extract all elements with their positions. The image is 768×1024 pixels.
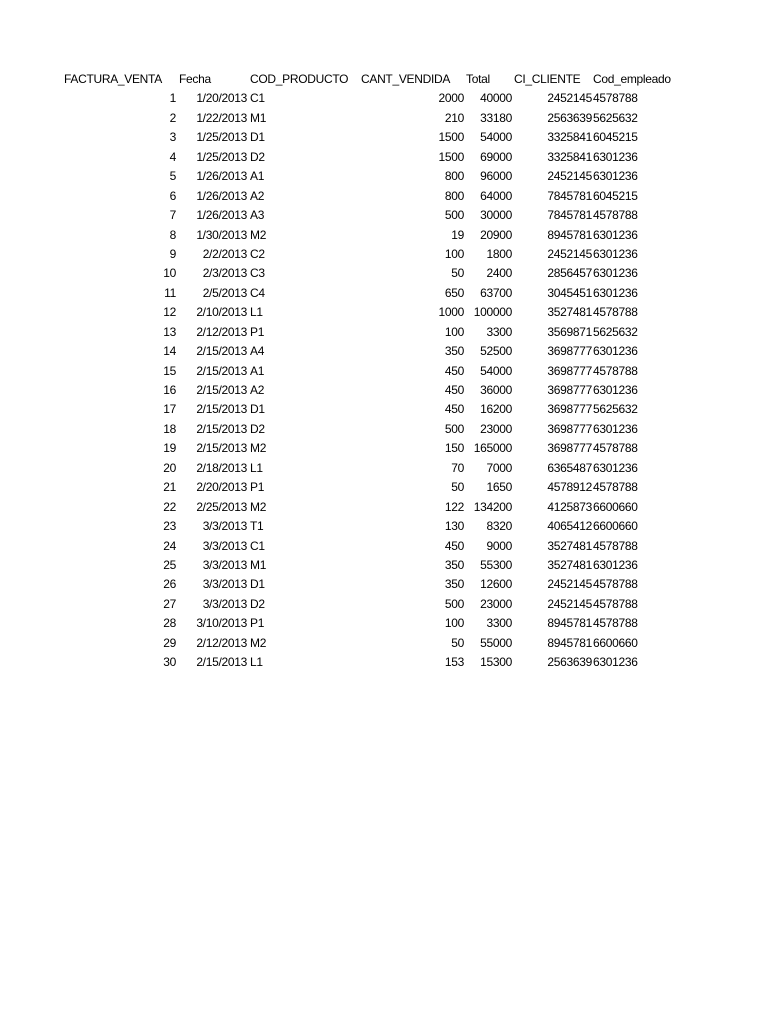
cell-ci-cliente: 8945781 (547, 227, 592, 242)
cell-cod-producto: A4 (250, 344, 265, 359)
cell-fecha: 1/26/2013 (196, 208, 247, 223)
cell-cod-empleado: 4578788 (593, 208, 638, 223)
cell-fecha: 2/2/2013 (202, 246, 247, 261)
cell-fecha: 2/15/2013 (196, 383, 247, 397)
cell-fecha: 1/25/2013 (196, 149, 247, 164)
cell-cod-producto: A2 (250, 188, 265, 203)
cell-cod-producto: C2 (250, 246, 265, 261)
cell-factura-venta: 28 (163, 616, 176, 631)
cell-fecha: 2/15/2013 (196, 402, 247, 417)
cell-ci-cliente: 3698777 (547, 383, 592, 397)
cell-cod-empleado: 4578788 (593, 538, 638, 553)
cell-factura-venta: 24 (163, 538, 176, 553)
cell-ci-cliente: 2452145 (547, 577, 592, 592)
cell-fecha: 2/20/2013 (196, 480, 247, 495)
cell-cant-vendida: 50 (451, 635, 464, 650)
cell-cod-producto: M2 (250, 635, 267, 650)
cell-factura-venta: 14 (163, 344, 176, 359)
cell-cod-producto: C4 (250, 285, 265, 300)
cell-total: 30000 (480, 208, 512, 223)
cell-cod-empleado: 6301236 (593, 266, 638, 281)
cell-factura-venta: 7 (169, 208, 176, 223)
cell-cant-vendida: 100 (444, 246, 464, 261)
cell-total: 20900 (480, 227, 512, 242)
table-row (0, 459, 768, 478)
cell-cod-empleado: 5625632 (593, 110, 638, 125)
cell-cant-vendida: 800 (444, 169, 464, 184)
table-row (0, 556, 768, 575)
cell-total: 54000 (480, 363, 512, 378)
cell-fecha: 2/5/2013 (202, 285, 247, 300)
table-row (0, 245, 768, 264)
cell-total: 134200 (473, 499, 512, 514)
cell-cod-empleado: 6301236 (593, 285, 638, 300)
cell-fecha: 3/10/2013 (196, 616, 247, 631)
cell-total: 64000 (480, 188, 512, 203)
cell-total: 8320 (486, 519, 512, 534)
cell-cant-vendida: 70 (451, 460, 464, 475)
cell-ci-cliente: 4065412 (547, 519, 592, 534)
cell-cod-empleado: 4578788 (593, 616, 638, 631)
table-row (0, 167, 768, 186)
table-row (0, 634, 768, 653)
cell-factura-venta: 15 (163, 363, 176, 378)
cell-ci-cliente: 3325841 (547, 149, 592, 164)
cell-cant-vendida: 130 (444, 519, 464, 534)
cell-factura-venta: 29 (163, 635, 176, 650)
cell-ci-cliente: 8945781 (547, 635, 592, 650)
cell-factura-venta: 3 (169, 130, 176, 145)
cell-total: 16200 (480, 402, 512, 417)
cell-fecha: 2/25/2013 (196, 499, 247, 514)
cell-fecha: 2/3/2013 (202, 266, 247, 281)
table-row (0, 498, 768, 517)
table-row (0, 420, 768, 439)
cell-ci-cliente: 7845781 (547, 188, 592, 203)
cell-ci-cliente: 3325841 (547, 130, 592, 145)
table-row (0, 206, 768, 225)
cell-factura-venta: 23 (163, 519, 176, 534)
cell-ci-cliente: 3569871 (547, 324, 592, 339)
cell-ci-cliente: 3698777 (547, 402, 592, 417)
cell-ci-cliente: 7845781 (547, 208, 592, 223)
table-body (0, 89, 768, 672)
cell-fecha: 3/3/2013 (202, 519, 247, 534)
cell-ci-cliente: 2452145 (547, 91, 592, 106)
cell-total: 15300 (480, 655, 512, 670)
cell-cod-empleado: 6301236 (593, 344, 638, 359)
table-row (0, 614, 768, 633)
cell-total: 2400 (486, 266, 512, 281)
cell-factura-venta: 9 (169, 246, 176, 261)
cell-cod-producto: D2 (250, 596, 265, 611)
cell-total: 3300 (486, 616, 512, 631)
cell-total: 100000 (473, 305, 512, 320)
cell-cod-empleado: 6600660 (593, 519, 638, 534)
cell-factura-venta: 13 (163, 324, 176, 339)
cell-cod-producto: M2 (250, 441, 267, 456)
table-row (0, 537, 768, 556)
cell-cant-vendida: 500 (444, 421, 464, 436)
table-row (0, 362, 768, 381)
cell-cod-empleado: 6301236 (593, 149, 638, 164)
cell-cod-producto: M2 (250, 499, 267, 514)
table-row (0, 653, 768, 672)
cell-cod-empleado: 6301236 (593, 383, 638, 397)
cell-factura-venta: 8 (169, 227, 176, 242)
cell-cant-vendida: 100 (444, 324, 464, 339)
cell-ci-cliente: 8945781 (547, 616, 592, 631)
header-factura-venta: FACTURA_VENTA (64, 72, 162, 86)
cell-cod-producto: L1 (250, 460, 263, 475)
table-row (0, 342, 768, 361)
cell-fecha: 1/26/2013 (196, 188, 247, 203)
cell-cod-empleado: 4578788 (593, 596, 638, 611)
cell-cod-producto: D1 (250, 402, 265, 417)
cell-cod-empleado: 6301236 (593, 246, 638, 261)
cell-cod-producto: A2 (250, 383, 265, 397)
cell-fecha: 1/20/2013 (196, 91, 247, 106)
cell-cant-vendida: 1500 (438, 130, 464, 145)
cell-ci-cliente: 2452145 (547, 169, 592, 184)
table-row (0, 284, 768, 303)
cell-cant-vendida: 350 (444, 344, 464, 359)
header-cant-vendida: CANT_VENDIDA (361, 72, 451, 86)
cell-total: 12600 (480, 577, 512, 592)
cell-cod-producto: C3 (250, 266, 265, 281)
cell-total: 3300 (486, 324, 512, 339)
cell-factura-venta: 27 (163, 596, 176, 611)
cell-ci-cliente: 2563639 (547, 655, 592, 670)
cell-ci-cliente: 3527481 (547, 305, 592, 320)
cell-ci-cliente: 3698777 (547, 441, 592, 456)
cell-cod-empleado: 4578788 (593, 91, 638, 106)
cell-cant-vendida: 122 (444, 499, 464, 514)
header-cod-empleado: Cod_empleado (593, 72, 671, 86)
cell-factura-venta: 16 (163, 383, 176, 397)
cell-cant-vendida: 450 (444, 383, 464, 397)
cell-fecha: 2/18/2013 (196, 460, 247, 475)
cell-factura-venta: 10 (163, 266, 176, 281)
cell-cod-empleado: 6301236 (593, 460, 638, 475)
cell-cant-vendida: 100 (444, 616, 464, 631)
cell-cod-producto: D1 (250, 130, 265, 145)
cell-cant-vendida: 500 (444, 596, 464, 611)
cell-cod-empleado: 4578788 (593, 577, 638, 592)
table-row (0, 148, 768, 167)
cell-total: 7000 (486, 460, 512, 475)
cell-cod-producto: C1 (250, 91, 265, 106)
cell-cod-producto: T1 (250, 519, 264, 534)
cell-total: 52500 (480, 344, 512, 359)
cell-cod-producto: C1 (250, 538, 265, 553)
cell-total: 54000 (480, 130, 512, 145)
cell-fecha: 2/15/2013 (196, 655, 247, 670)
table-row (0, 109, 768, 128)
cell-cod-producto: A1 (250, 363, 265, 378)
table-row (0, 517, 768, 536)
cell-cod-producto: D1 (250, 577, 265, 592)
cell-cod-producto: D2 (250, 421, 265, 436)
cell-cant-vendida: 450 (444, 402, 464, 417)
cell-ci-cliente: 2452145 (547, 246, 592, 261)
cell-cant-vendida: 350 (444, 557, 464, 572)
cell-ci-cliente: 3527481 (547, 538, 592, 553)
cell-cod-producto: L1 (250, 655, 263, 670)
table-row (0, 478, 768, 497)
cell-cant-vendida: 350 (444, 577, 464, 592)
cell-cod-producto: A3 (250, 208, 265, 223)
cell-cant-vendida: 19 (451, 227, 464, 242)
cell-cod-empleado: 6301236 (593, 169, 638, 184)
cell-cant-vendida: 150 (444, 441, 464, 456)
cell-cod-producto: P1 (250, 480, 265, 495)
cell-fecha: 3/3/2013 (202, 538, 247, 553)
cell-fecha: 3/3/2013 (202, 557, 247, 572)
cell-ci-cliente: 3698777 (547, 421, 592, 436)
cell-cod-empleado: 5625632 (593, 402, 638, 417)
cell-ci-cliente: 2856457 (547, 266, 592, 281)
cell-total: 33180 (480, 110, 512, 125)
cell-total: 1650 (486, 480, 512, 495)
cell-fecha: 3/3/2013 (202, 596, 247, 611)
table-row (0, 187, 768, 206)
cell-cod-empleado: 6301236 (593, 227, 638, 242)
cell-fecha: 2/10/2013 (196, 305, 247, 320)
cell-cod-producto: P1 (250, 324, 265, 339)
cell-factura-venta: 25 (163, 557, 176, 572)
cell-factura-venta: 19 (163, 441, 176, 456)
table-row (0, 226, 768, 245)
cell-fecha: 1/22/2013 (196, 110, 247, 125)
cell-cod-producto: M1 (250, 110, 267, 125)
cell-factura-venta: 11 (164, 285, 176, 300)
cell-cod-empleado: 4578788 (593, 305, 638, 320)
cell-fecha: 3/3/2013 (202, 577, 247, 592)
table-row (0, 439, 768, 458)
header-ci-cliente: CI_CLIENTE (514, 72, 581, 86)
cell-ci-cliente: 4578912 (547, 480, 592, 495)
cell-cant-vendida: 800 (444, 188, 464, 203)
cell-total: 23000 (480, 596, 512, 611)
header-row (0, 70, 768, 89)
cell-fecha: 2/15/2013 (196, 441, 247, 456)
cell-factura-venta: 5 (169, 169, 176, 184)
cell-cant-vendida: 450 (444, 538, 464, 553)
cell-ci-cliente: 3698777 (547, 363, 592, 378)
cell-cod-empleado: 4578788 (593, 480, 638, 495)
cell-total: 40000 (480, 91, 512, 106)
table-row (0, 595, 768, 614)
cell-factura-venta: 26 (163, 577, 176, 592)
cell-fecha: 2/15/2013 (196, 344, 247, 359)
cell-cod-producto: A1 (250, 169, 265, 184)
cell-cod-empleado: 6600660 (593, 499, 638, 514)
cell-cod-empleado: 6045215 (593, 188, 638, 203)
cell-factura-venta: 1 (169, 91, 176, 106)
cell-cod-producto: P1 (250, 616, 265, 631)
cell-fecha: 2/12/2013 (196, 324, 247, 339)
cell-factura-venta: 20 (163, 460, 176, 475)
cell-cod-empleado: 6301236 (593, 655, 638, 670)
cell-factura-venta: 30 (163, 655, 176, 670)
cell-cant-vendida: 450 (444, 363, 464, 378)
cell-factura-venta: 17 (163, 402, 176, 417)
cell-ci-cliente: 3698777 (547, 344, 592, 359)
cell-factura-venta: 21 (163, 480, 176, 495)
cell-cod-empleado: 6600660 (593, 635, 638, 650)
table-row (0, 575, 768, 594)
header-fecha: Fecha (179, 72, 211, 86)
cell-fecha: 2/12/2013 (196, 635, 247, 650)
cell-cant-vendida: 50 (451, 480, 464, 495)
table-row (0, 323, 768, 342)
cell-ci-cliente: 6365487 (547, 460, 592, 475)
sales-table (0, 70, 768, 673)
cell-cant-vendida: 500 (444, 208, 464, 223)
cell-ci-cliente: 3527481 (547, 557, 592, 572)
header-total: Total (466, 72, 490, 86)
cell-cod-producto: L1 (250, 305, 263, 320)
cell-cant-vendida: 2000 (438, 91, 464, 106)
cell-total: 55300 (480, 557, 512, 572)
cell-factura-venta: 18 (163, 421, 176, 436)
cell-factura-venta: 22 (163, 499, 176, 514)
cell-total: 1800 (486, 246, 512, 261)
cell-factura-venta: 12 (163, 305, 176, 320)
cell-cod-producto: D2 (250, 149, 265, 164)
table-row (0, 264, 768, 283)
cell-cod-empleado: 5625632 (593, 324, 638, 339)
table-row (0, 128, 768, 147)
table-row (0, 89, 768, 108)
cell-fecha: 1/30/2013 (196, 227, 247, 242)
cell-cod-empleado: 6301236 (593, 557, 638, 572)
cell-ci-cliente: 2452145 (547, 596, 592, 611)
cell-fecha: 2/15/2013 (196, 421, 247, 436)
cell-total: 55000 (480, 635, 512, 650)
cell-ci-cliente: 3045451 (547, 285, 592, 300)
cell-total: 63700 (480, 285, 512, 300)
cell-fecha: 1/25/2013 (196, 130, 247, 145)
cell-cod-empleado: 4578788 (593, 441, 638, 456)
cell-cod-empleado: 4578788 (593, 363, 638, 378)
cell-total: 36000 (480, 383, 512, 397)
cell-fecha: 2/15/2013 (196, 363, 247, 378)
cell-ci-cliente: 2563639 (547, 110, 592, 125)
cell-cod-producto: M1 (250, 557, 267, 572)
table-row (0, 381, 768, 400)
cell-cod-empleado: 6301236 (593, 421, 638, 436)
cell-total: 69000 (480, 149, 512, 164)
header-cod-producto: COD_PRODUCTO (250, 72, 349, 86)
cell-cant-vendida: 50 (451, 266, 464, 281)
table-row (0, 400, 768, 419)
cell-fecha: 1/26/2013 (196, 169, 247, 184)
cell-total: 23000 (480, 421, 512, 436)
cell-factura-venta: 4 (169, 149, 176, 164)
cell-cant-vendida: 650 (444, 285, 464, 300)
cell-cod-producto: M2 (250, 227, 267, 242)
cell-cod-empleado: 6045215 (593, 130, 638, 145)
cell-ci-cliente: 4125873 (547, 499, 592, 514)
table-row (0, 303, 768, 322)
cell-cant-vendida: 153 (444, 655, 464, 670)
cell-total: 9000 (486, 538, 512, 553)
cell-total: 96000 (480, 169, 512, 184)
cell-cant-vendida: 1500 (438, 149, 464, 164)
cell-factura-venta: 2 (169, 110, 176, 125)
cell-total: 165000 (473, 441, 512, 456)
cell-factura-venta: 6 (169, 188, 176, 203)
cell-cant-vendida: 210 (444, 110, 464, 125)
cell-cant-vendida: 1000 (438, 305, 464, 320)
